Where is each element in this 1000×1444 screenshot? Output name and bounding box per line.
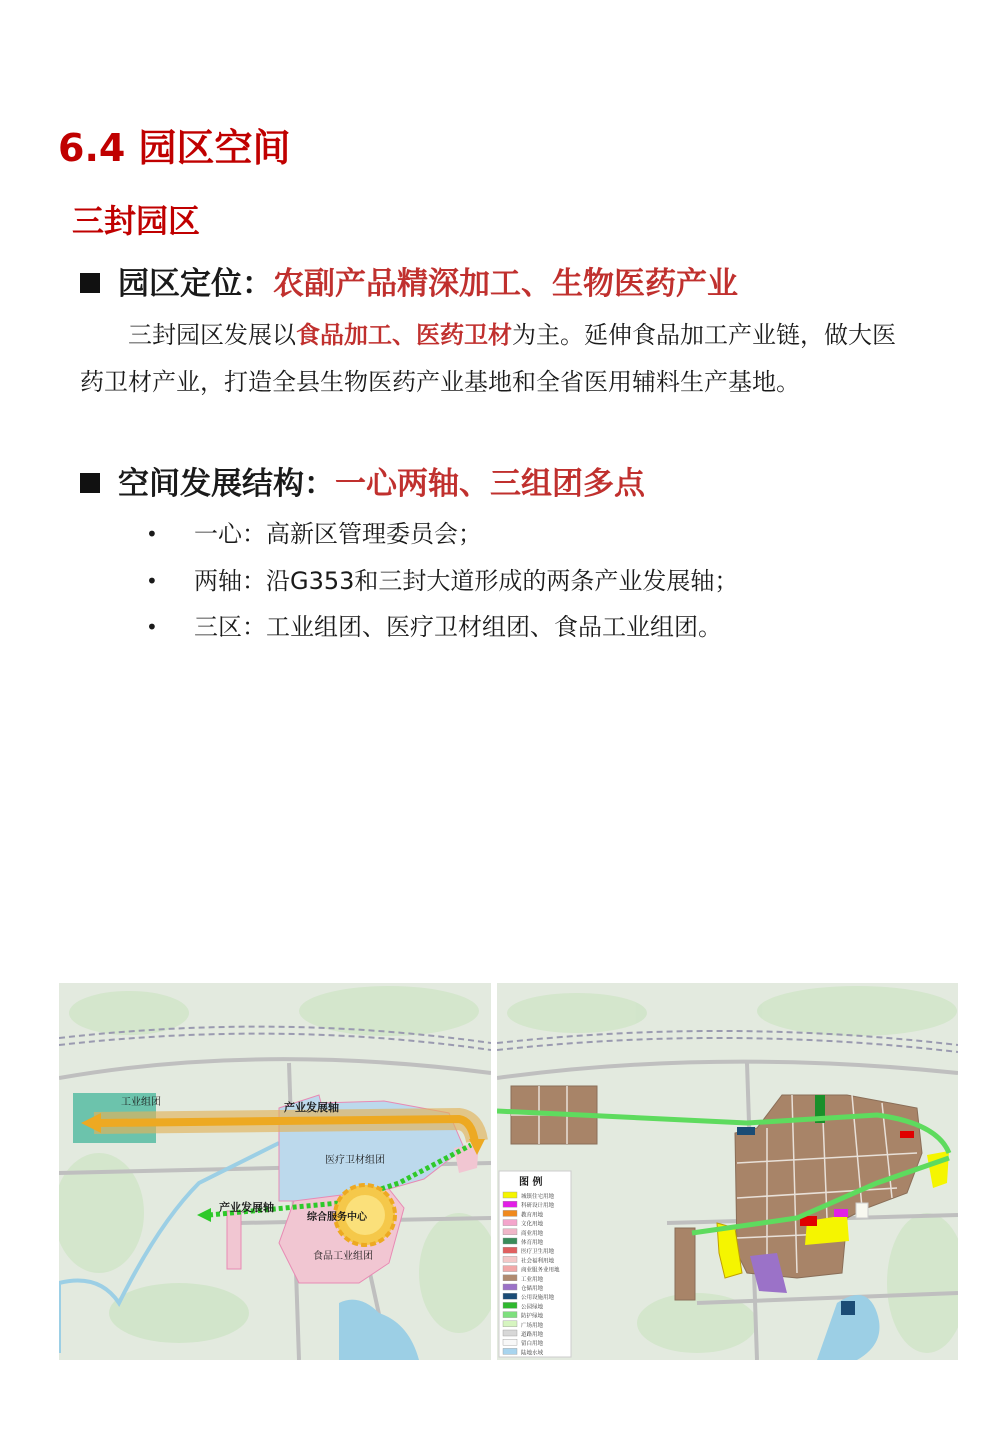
structure-label: 空间发展结构： [118, 466, 335, 502]
legend-label: 城镇住宅用地 [521, 1194, 555, 1200]
axis2-label: 产业发展轴 [219, 1201, 274, 1214]
intro-text-2: 为主。延伸食品加工产业链，做大医药卫材产业，打造全县生物医药产业基地和全省医用辅料生产基地。 [80, 321, 896, 396]
legend-swatch [503, 1348, 517, 1354]
land-use-map [497, 983, 958, 1360]
legend-swatch [503, 1201, 517, 1207]
bullet-dot-icon: • [146, 568, 158, 593]
legend-label: 留白用地 [521, 1341, 544, 1348]
legend-swatch [503, 1192, 517, 1198]
legend-swatch [503, 1321, 517, 1327]
legend-label: 公园绿地 [521, 1304, 544, 1311]
legend-label: 防护绿地 [521, 1313, 544, 1320]
legend-swatch [503, 1220, 517, 1226]
legend-label: 陆地水域 [521, 1350, 544, 1357]
list-item: • 两轴：沿G353和三封大道形成的两条产业发展轴； [80, 561, 920, 608]
legend-label: 医疗卫生用地 [521, 1249, 555, 1256]
legend-swatch [503, 1302, 517, 1308]
legend-swatch [503, 1275, 517, 1281]
legend-swatch [503, 1238, 517, 1244]
structure-value: 一心两轴、三组团多点 [335, 466, 645, 502]
list-item: • 一心：高新区管理委员会； [80, 514, 920, 561]
structure-map-svg [59, 983, 491, 1360]
structure-list [80, 514, 920, 654]
legend-label: 文化用地 [521, 1221, 544, 1228]
legend-label: 工业用地 [521, 1276, 544, 1283]
food-label: 食品工业组团 [313, 1251, 373, 1262]
section-title: 6.4 园区空间 [58, 126, 291, 170]
square-bullet-icon [80, 273, 100, 293]
legend-swatch [503, 1266, 517, 1272]
positioning-heading [80, 262, 738, 306]
legend-swatch [503, 1330, 517, 1336]
square-bullet-icon [80, 473, 100, 493]
legend-swatch [503, 1229, 517, 1235]
legend-swatch [503, 1256, 517, 1262]
legend-label: 公用设施用地 [521, 1295, 555, 1302]
legend-label: 社会福利用地 [521, 1258, 555, 1265]
legend-swatch [503, 1339, 517, 1345]
positioning-value: 农副产品精深加工、生物医药产业 [273, 266, 738, 302]
intro-text-1: 三封园区发展以 [128, 321, 296, 349]
spatial-structure-map [59, 983, 491, 1360]
legend-label: 广场用地 [521, 1322, 544, 1329]
legend-swatch [503, 1247, 517, 1253]
list-item: • 三区：工业组团、医疗卫材组团、食品工业组团。 [80, 607, 920, 654]
positioning-label: 园区定位： [118, 266, 273, 302]
legend-label: 商业用地 [521, 1230, 544, 1237]
legend-label: 教育用地 [521, 1212, 544, 1219]
legend-label: 商业服务业用地 [521, 1267, 560, 1274]
legend-swatch [503, 1284, 517, 1290]
legend-label: 道路用地 [521, 1332, 544, 1338]
intro-paragraph [80, 312, 900, 405]
legend-swatch [503, 1210, 517, 1216]
land-use-map-svg [497, 983, 958, 1360]
medical-label: 医疗卫材组团 [325, 1155, 385, 1166]
center-label: 综合服务中心 [307, 1212, 367, 1223]
legend-label: 科研设计用地 [521, 1203, 555, 1210]
legend-swatch [503, 1293, 517, 1299]
legend-label: 体育用地 [521, 1240, 544, 1246]
legend-label: 仓储用地 [521, 1286, 544, 1292]
structure-heading [80, 462, 645, 506]
legend-swatch [503, 1312, 517, 1318]
park-title: 三封园区 [72, 202, 201, 240]
axis1-label: 产业发展轴 [284, 1101, 339, 1114]
bullet-dot-icon: • [146, 522, 158, 546]
intro-highlight: 食品加工、医药卫材 [296, 321, 512, 349]
industrial-label: 工业组团 [121, 1097, 161, 1108]
bullet-dot-icon: • [146, 615, 158, 639]
legend-title: 图 例 [519, 1177, 543, 1188]
